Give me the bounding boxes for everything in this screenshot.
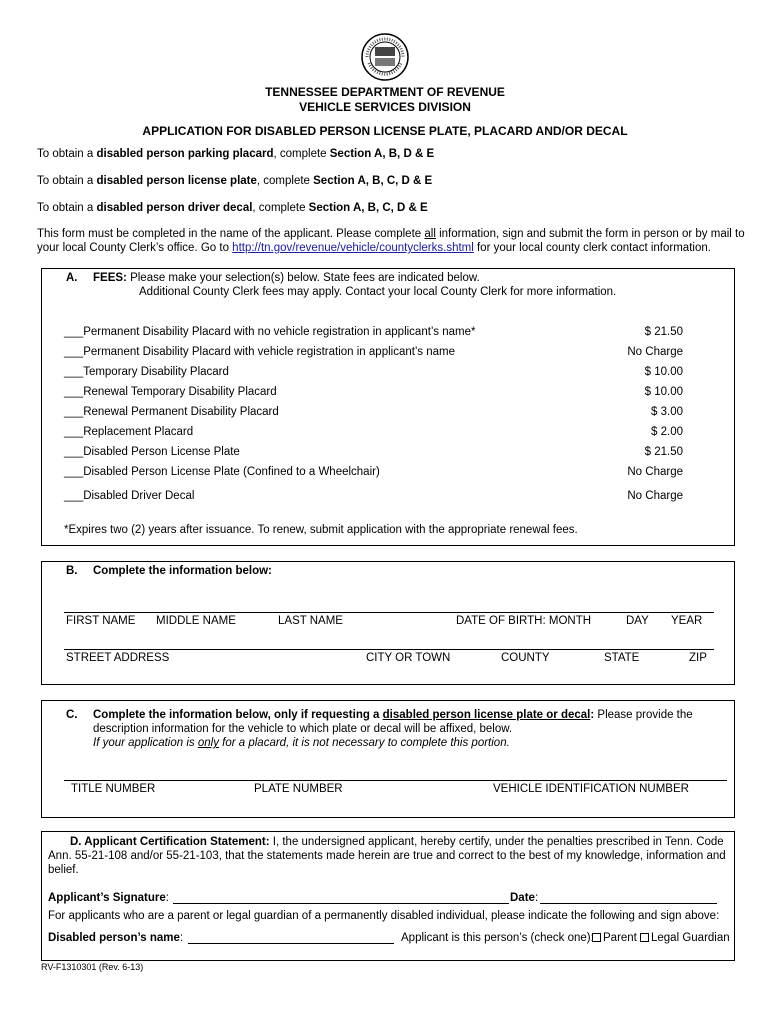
certification-text-end: belief.: [48, 864, 79, 876]
last-name-label: LAST NAME: [278, 615, 343, 627]
state-label: STATE: [604, 652, 640, 664]
section-b-letter: B.: [66, 565, 78, 577]
dob-year-label: YEAR: [671, 615, 703, 627]
section-a-heading: FEES: Please make your selection(s) below. State fees are indicated below.: [93, 272, 480, 284]
certification-text: Ann. 55-21-108 and/or 55-21-103, that the statements made herein are true and correct to the best of my knowledge, information and: [48, 850, 726, 862]
city-label: CITY OR TOWN: [366, 652, 451, 664]
disabled-name-label: Disabled person’s name:: [48, 932, 184, 944]
section-b-heading: Complete the information below:: [93, 565, 272, 577]
signature-label: Applicant’s Signature:: [48, 892, 169, 904]
section-a-footnote: *Expires two (2) years after issuance. To renew, submit application with the appropriate renewal fees.: [64, 524, 578, 536]
title-number-label: TITLE NUMBER: [71, 783, 156, 795]
instructions-line-1: This form must be completed in the name of the applicant. Please complete all information, sign and submit the form in person or by mail to: [37, 228, 745, 240]
section-a-note: Additional County Clerk fees may apply. Contact your local County Clerk for more information.: [139, 286, 617, 298]
plate-number-label: PLATE NUMBER: [254, 783, 343, 795]
section-c-heading: Complete the information below, only if requesting a disabled person license plate or decal: Please provide the: [93, 709, 693, 721]
fee-item-replacement[interactable]: ___Replacement Placard: [64, 426, 194, 438]
relationship-prompt: Applicant is this person’s (check one):: [401, 932, 594, 944]
fee-amount: No Charge: [627, 490, 683, 502]
zip-label: ZIP: [689, 652, 707, 664]
section-d-heading: D. Applicant Certification Statement: I, the undersigned applicant, hereby certify, under the penalties prescribed in Tenn. Code: [70, 836, 724, 848]
date-input-line[interactable]: [540, 903, 717, 904]
fee-amount: $ 21.50: [644, 326, 683, 338]
address-input-line[interactable]: [64, 649, 714, 650]
disabled-name-input-line[interactable]: [188, 943, 394, 944]
fee-item-permanent-with-reg[interactable]: ___Permanent Disability Placard with vehicle registration in applicant’s name: [64, 346, 455, 358]
fee-amount: $ 3.00: [651, 406, 683, 418]
vehicle-input-line[interactable]: [64, 780, 727, 781]
intro-plate-line: To obtain a disabled person license plate, complete Section A, B, C, D & E: [37, 175, 433, 187]
fee-item-temporary[interactable]: ___Temporary Disability Placard: [64, 366, 229, 378]
state-seal-logo: [361, 33, 409, 81]
name-dob-input-line[interactable]: [64, 612, 714, 613]
fee-amount: $ 21.50: [644, 446, 683, 458]
county-clerk-link[interactable]: http://tn.gov/revenue/vehicle/countyclerks.shtml: [232, 242, 474, 254]
fee-amount: $ 10.00: [644, 366, 683, 378]
date-label: Date:: [510, 892, 539, 904]
division-name: VEHICLE SERVICES DIVISION: [299, 100, 471, 114]
fee-item-renewal-temporary[interactable]: ___Renewal Temporary Disability Placard: [64, 386, 277, 398]
fee-item-permanent-no-reg[interactable]: ___Permanent Disability Placard with no vehicle registration in applicant’s name*: [64, 326, 476, 338]
parent-option[interactable]: Parent: [590, 932, 637, 944]
intro-decal-line: To obtain a disabled person driver decal, complete Section A, B, C, D & E: [37, 202, 428, 214]
fee-item-license-plate[interactable]: ___Disabled Person License Plate: [64, 446, 240, 458]
section-c-description: description information for the vehicle to which plate or decal will be affixed, below.: [93, 723, 513, 735]
signature-input-line[interactable]: [173, 903, 509, 904]
dob-day-label: DAY: [626, 615, 649, 627]
county-label: COUNTY: [501, 652, 550, 664]
form-number: RV-F1310301 (Rev. 6-13): [41, 962, 144, 972]
middle-name-label: MIDDLE NAME: [156, 615, 236, 627]
section-c-note: If your application is only for a placard, it is not necessary to complete this portion.: [93, 737, 510, 749]
fee-amount: $ 10.00: [644, 386, 683, 398]
section-c-letter: C.: [66, 709, 78, 721]
vin-label: VEHICLE IDENTIFICATION NUMBER: [493, 783, 689, 795]
department-name: TENNESSEE DEPARTMENT OF REVENUE: [265, 85, 505, 99]
parent-checkbox[interactable]: [592, 933, 601, 942]
guardian-instructions: For applicants who are a parent or legal guardian of a permanently disabled individual, please indicate the following and sign above:: [48, 910, 720, 922]
form-title: APPLICATION FOR DISABLED PERSON LICENSE PLATE, PLACARD AND/OR DECAL: [142, 124, 628, 138]
street-address-label: STREET ADDRESS: [66, 652, 170, 664]
legal-guardian-checkbox[interactable]: [640, 933, 649, 942]
fee-item-wheelchair-plate[interactable]: ___Disabled Person License Plate (Confined to a Wheelchair): [64, 466, 380, 478]
dob-month-label: DATE OF BIRTH: MONTH: [456, 615, 592, 627]
fee-item-driver-decal[interactable]: ___Disabled Driver Decal: [64, 490, 195, 502]
instructions-line-2: your local County Clerk’s office. Go to http://tn.gov/revenue/vehicle/countyclerks.shtml for your local county clerk contact information.: [37, 242, 711, 254]
fee-amount: No Charge: [627, 466, 683, 478]
first-name-label: FIRST NAME: [66, 615, 136, 627]
legal-guardian-option[interactable]: Legal Guardian: [638, 932, 730, 944]
section-a-letter: A.: [66, 272, 78, 284]
fee-item-renewal-permanent[interactable]: ___Renewal Permanent Disability Placard: [64, 406, 279, 418]
fee-amount: No Charge: [627, 346, 683, 358]
intro-placard-line: To obtain a disabled person parking placard, complete Section A, B, D & E: [37, 148, 435, 160]
fee-amount: $ 2.00: [651, 426, 683, 438]
